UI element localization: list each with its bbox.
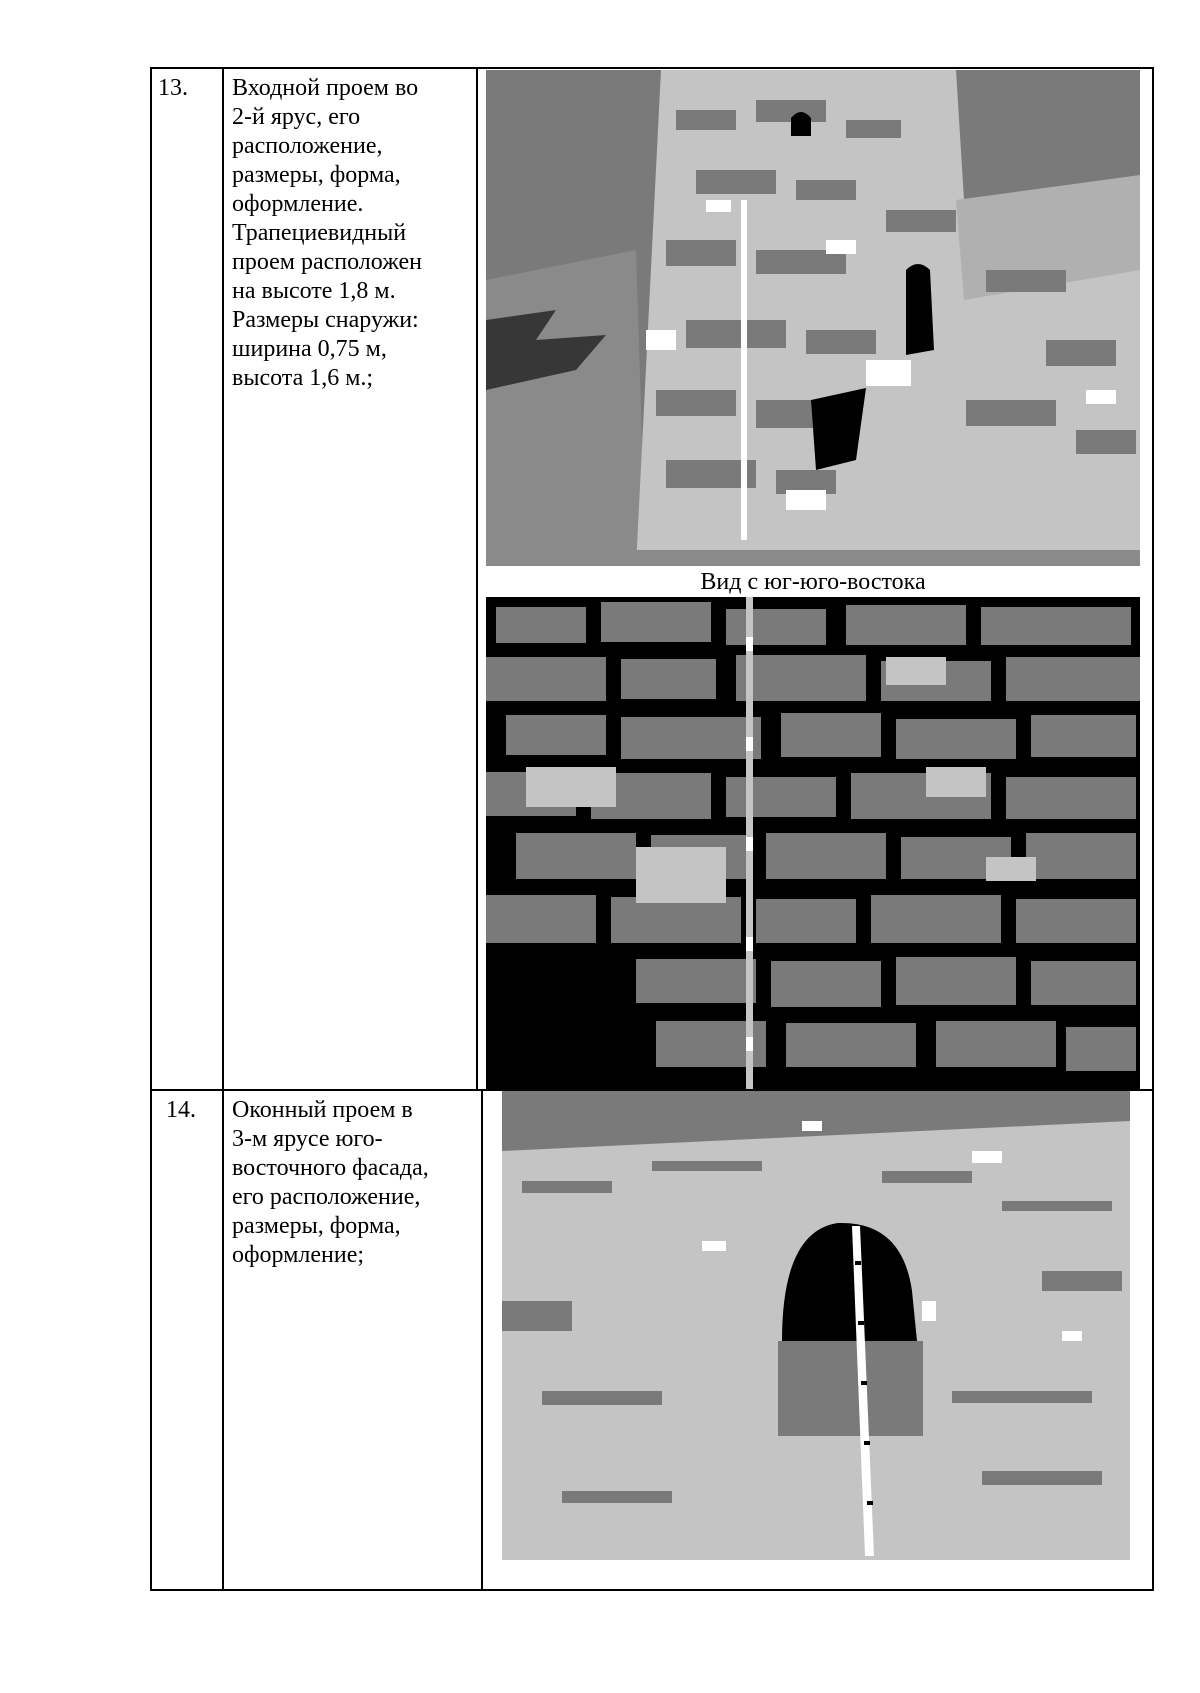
- table-border-left: [150, 67, 152, 1591]
- row-14-description: Оконный проем в 3-м ярусе юго- восточного фасада, его расположение, размеры, форма, оформление;: [232, 1097, 429, 1268]
- row-13-description: Входной проем во 2-й ярус, его расположение, размеры, форма, оформление. Трапециевидный проем расположен на высоте 1,8 м. Размеры снаружи: ширина 0,75 м, высота 1,6 м.;: [232, 75, 422, 391]
- row-13-photo-masonry-closeup: [486, 597, 1140, 1089]
- table-border-bottom: [150, 1589, 1154, 1591]
- row-14-photo-window-opening: [502, 1091, 1130, 1560]
- table-divider-photo-column-row14: [481, 1089, 483, 1591]
- table-divider-number-column: [222, 67, 224, 1591]
- table-border-right: [1152, 67, 1154, 1591]
- table-divider-photo-column-row13: [476, 67, 478, 1091]
- table-border-top: [150, 67, 1154, 69]
- row-14-number: 14.: [166, 1097, 196, 1123]
- row-13-number: 13.: [158, 75, 188, 101]
- row-13-photo-caption: Вид с юг-юго-востока: [700, 569, 926, 595]
- row-13-photo-tower-facade: [486, 70, 1140, 566]
